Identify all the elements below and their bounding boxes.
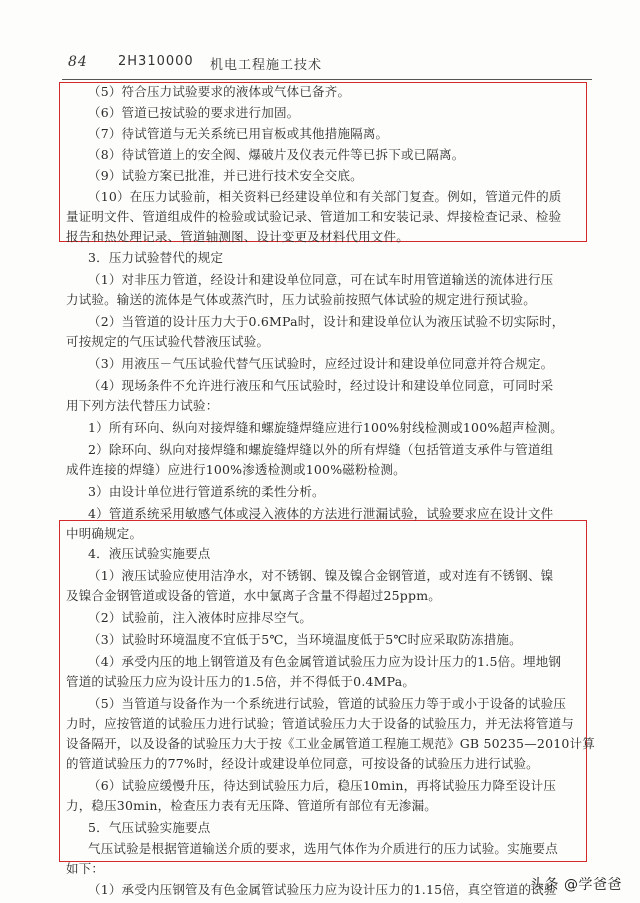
text-line: 3．压力试验替代的规定 (88, 250, 224, 265)
chapter-code: 2H310000 (118, 54, 194, 69)
text-line: 及镍合金钢管道或设备的管道，水中氯离子含量不得超过25ppm。 (66, 588, 441, 603)
text-line: 设备隔开，以及设备的试验压力大于按《工业金属管道工程施工规范》GB 50235—2010计算 (66, 736, 595, 751)
text-line: 2）除环向、纵向对接焊缝和螺旋缝焊缝以外的所有焊缝（包括管道支承件与管道组 (88, 442, 554, 457)
text-line: （4）现场条件不允许进行液压和气压试验时，经过设计和建设单位同意，可同时采 (88, 378, 554, 393)
text-line: （2）当管道的设计压力大于0.6MPa时，设计和建设单位认为液压试验不切实际时， (88, 314, 565, 329)
text-line: 可按规定的气压试验代替液压试验。 (66, 334, 270, 349)
text-line: （3）试验时环境温度不宜低于5℃，当环境温度低于5℃时应采取防冻措施。 (88, 632, 522, 647)
text-line: （7）待试管道与无关系统已用盲板或其他措施隔离。 (88, 126, 389, 141)
page-number: 84 (68, 54, 88, 70)
text-line: （9）试验方案已批准，并已进行技术安全交底。 (88, 168, 363, 183)
text-line: （6）管道已按试验的要求进行加固。 (88, 105, 300, 120)
text-line: 4）管道系统采用敏感气体或浸入液体的方法进行泄漏试验，试验要求应在设计文件 (88, 506, 554, 521)
text-line: 4．液压试验实施要点 (88, 546, 211, 561)
text-line: 力，稳压30min，检查压力表有无压降、管道所有部位有无渗漏。 (66, 798, 438, 813)
chapter-title: 机电工程施工技术 (210, 58, 323, 73)
text-line: （5）符合压力试验要求的液体或气体已备齐。 (88, 84, 351, 99)
text-line: 成件连接的焊缝）应进行100%渗透检测或100%磁粉检测。 (66, 462, 406, 477)
text-line: （1）对非压力管道，经设计和建设单位同意，可在试车时用管道输送的流体进行压 (88, 272, 554, 287)
text-line: 的管道试验压力的77%时，经设计或建设单位同意，可按设备的试验压力进行试验。 (66, 756, 539, 771)
text-line: 力时，应按管道的试验压力进行试验；管道试验压力大于设备的试验压力，并无法将管道与 (66, 716, 575, 731)
text-line: （5）当管道与设备作为一个系统进行试验，管道的试验压力等于或小于设备的试验压 (88, 696, 567, 711)
header-divider (62, 79, 592, 80)
text-line: 5．气压试验实施要点 (88, 820, 211, 835)
text-line: 力试验。输送的流体是气体或蒸汽时，压力试验前按照气体试验的规定进行预试验。 (66, 292, 536, 307)
text-line: （1）承受内压钢管及有色金属管试验压力应为设计压力的1.15倍，真空管道的试验 (88, 882, 557, 897)
text-line: 管道的试验压力应为设计压力的1.5倍，并不得低于0.4MPa。 (66, 674, 416, 689)
text-line: 如下： (66, 861, 105, 876)
text-line: 中明确规定。 (66, 526, 143, 541)
text-line: 用下列方法代替压力试验： (66, 398, 219, 413)
text-line: （10）在压力试验前，相关资料已经建设单位和有关部门复查。例如，管道元件的质 (88, 189, 562, 204)
text-line: （3）用液压－气压试验代替气压试验时，应经过设计和建设单位同意并符合规定。 (88, 356, 554, 371)
text-line: （8）待试管道上的安全阀、爆破片及仪表元件等已拆下或已隔离。 (88, 147, 465, 162)
text-line: 量证明文件、管道组成件的检验或试验记录、管道加工和安装记录、焊接检查记录、检验 (66, 209, 562, 224)
text-line: 1）所有环向、纵向对接焊缝和螺旋缝焊缝应进行100%射线检测或100%超声检测。 (88, 420, 563, 435)
text-line: 3）由设计单位进行管道系统的柔性分析。 (88, 484, 325, 499)
page-header (62, 52, 592, 76)
text-line: 报告和热处理记录、管道轴测图、设计变更及材料代用文件。 (66, 229, 409, 244)
text-line: （1）液压试验应使用洁净水，对不锈钢、镍及镍合金钢管道，或对连有不锈钢、镍 (88, 568, 554, 583)
text-line: （6）试验应缓慢升压，待达到试验压力后，稳压10min，再将试验压力降至设计压 (88, 778, 557, 793)
text-line: 气压试验是根据管道输送介质的要求，选用气体作为介质进行的压力试验。实施要点 (88, 841, 558, 856)
watermark: 头条 @学爸爸 (530, 877, 622, 893)
text-line: （2）试验前，注入液体时应排尽空气。 (88, 610, 313, 625)
text-line: （4）承受内压的地上钢管道及有色金属管道试验压力应为设计压力的1.5倍。埋地钢 (88, 654, 562, 669)
